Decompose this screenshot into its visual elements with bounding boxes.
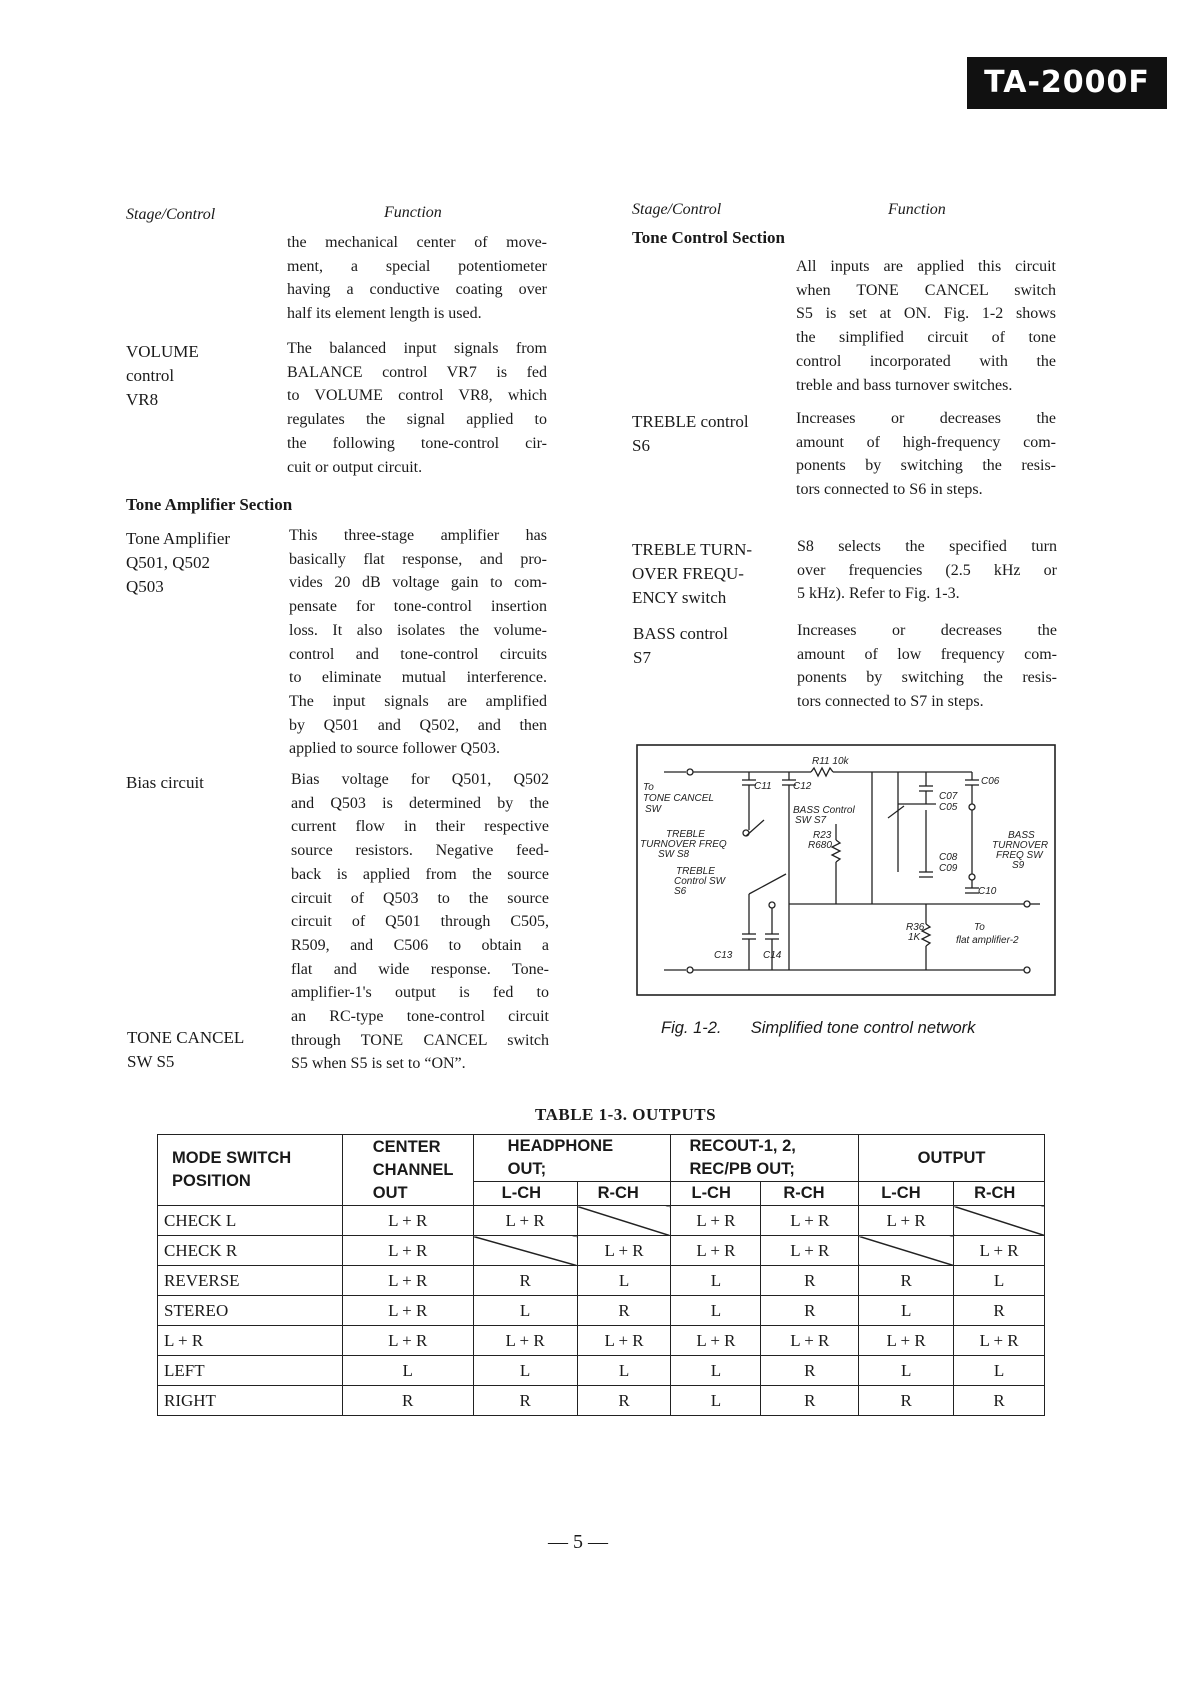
text-line: source resistors. Negative feed- [291,842,549,860]
cell-mode: STEREO [158,1296,343,1326]
label-c11: C11 [754,781,772,792]
text-line: vides 20 dB voltage gain to com- [289,574,547,592]
right-intro-paragraph [796,255,1056,397]
label-sw-s7: SW S7 [795,815,827,826]
cell-rec-l: L [671,1296,761,1326]
table-caption: TABLE 1-3. OUTPUTS [535,1105,717,1124]
header-mode-switch [158,1135,343,1206]
text-line: S5 when S5 is set to “ON”. [291,1055,466,1073]
page-number: — 5 — [548,1531,608,1553]
cell-rec-r: L + R [761,1206,859,1236]
text-line: flat and wide response. Tone- [291,960,549,978]
text-line: BALANCE control VR7 is fed [287,363,547,381]
label-c08: C08 [939,852,958,863]
volume-label [126,340,199,412]
text-line: R509, and C506 to obtain a [291,936,549,954]
cell-hp-l: L [473,1356,577,1386]
header-line: MODE SWITCH [172,1149,292,1167]
text-line: Bias voltage for Q501, Q502 [291,771,549,788]
cell-rec-l: L + R [671,1326,761,1356]
cell-mode: RIGHT [158,1386,343,1416]
cell-out-r: L + R [954,1236,1045,1266]
label-sw: SW [645,804,662,815]
label-1k: 1K [908,932,921,943]
cell-mode: REVERSE [158,1266,343,1296]
text-line: the mechanical center of move- [287,234,547,251]
text-line: S5 is set at ON. Fig. 1-2 shows [796,305,1056,323]
tone-amp-section-title: Tone Amplifier Section [126,495,293,514]
header-line: HEADPHONE [507,1137,614,1155]
text-line: pensate for tone-control insertion [289,598,547,616]
label-to: To [643,782,654,793]
cell-mode: CHECK R [158,1236,343,1266]
cell-rec-r: L + R [761,1326,859,1356]
cell-hp-l: R [473,1386,577,1416]
tone-control-section-title: Tone Control Section [632,228,786,247]
text-line: basically flat response, and pro- [289,550,547,568]
label-r11: R11 10k [812,756,849,767]
text-line: circuit of Q503 to the source [291,889,549,907]
text-line: tors connected to S7 in steps. [797,693,984,711]
label-line: TREBLE control [632,412,749,431]
cell-out-l: R [859,1386,954,1416]
text-line: circuit of Q501 through C505, [291,913,549,931]
label-control-sw: Control SW [674,876,726,887]
cell-rec-r: R [761,1296,859,1326]
figure-caption-number: Fig. 1-2. [661,1019,722,1037]
text-line: through TONE CANCEL switch [291,1031,549,1049]
label-line: Tone Amplifier [126,529,231,548]
cell-hp-r: L [577,1356,671,1386]
label-c14: C14 [763,950,782,961]
cell-out-r: R [954,1386,1045,1416]
label-r23: R23 [813,830,832,841]
text-line: back is applied from the source [291,865,549,883]
table-row [158,1266,1045,1296]
tone-control-schematic [636,744,1056,996]
text-line: ponents by switching the resis- [796,457,1056,475]
label-r36: R36 [906,922,925,933]
outputs-table [157,1134,1045,1416]
label-bass-control: BASS Control [793,805,855,816]
text-line: 5 kHz). Refer to Fig. 1-3. [797,585,960,603]
cell-rec-r: L + R [761,1236,859,1266]
cell-hp-r: R [577,1296,671,1326]
label-freq-sw: FREQ SW [996,850,1043,861]
header-line: CHANNEL [372,1160,454,1179]
text-line: amount of low frequency com- [797,645,1057,663]
cell-hp-r-none [577,1206,671,1236]
tone-cancel-label [127,1026,244,1074]
text-line: to eliminate mutual interference. [289,669,547,687]
header-out-rch: R-CH [954,1182,1045,1206]
text-line: ment, a special potentiometer [287,257,547,275]
header-line: POSITION [172,1172,251,1190]
text-line: cuit or output circuit. [287,458,423,476]
table-row [158,1296,1045,1326]
label-to-2: To [974,922,985,933]
cell-center: L + R [342,1206,473,1236]
label-line: OVER FREQU- [632,564,744,583]
text-line: S8 selects the specified turn [797,538,1057,555]
label-line: VR8 [126,390,159,409]
header-hp-rch: R-CH [577,1182,671,1206]
cell-hp-l: L + R [473,1206,577,1236]
table-header-row [158,1135,1045,1182]
text-line: an RC-type tone-control circuit [291,1008,549,1026]
text-line: by Q501 and Q502, and then [289,716,547,734]
cell-rec-r: R [761,1356,859,1386]
label-sw-s8: SW S8 [658,849,690,860]
table-row [158,1206,1045,1236]
cell-rec-l: L [671,1386,761,1416]
label-c13: C13 [714,950,733,961]
header-line: CENTER [372,1137,441,1156]
cell-rec-r: R [761,1386,859,1416]
treble-turnover-paragraph [797,535,1057,606]
cell-rec-l: L [671,1356,761,1386]
cell-out-l-none [859,1236,954,1266]
cell-out-l: L + R [859,1326,954,1356]
text-line: Increases or decreases the [796,410,1056,427]
cell-out-l: R [859,1266,954,1296]
bass-paragraph [797,619,1057,714]
text-line: Increases or decreases the [797,622,1057,639]
cell-hp-l: L [473,1296,577,1326]
label-c07: C07 [939,791,958,802]
cell-out-l: L + R [859,1206,954,1236]
cell-rec-r: R [761,1266,859,1296]
text-line: current flow in their respective [291,818,549,836]
text-line: regulates the signal applied to [287,411,547,429]
text-line: amount of high-frequency com- [796,433,1056,451]
label-line: SW S5 [127,1052,175,1071]
figure-caption-text: Simplified tone control network [750,1019,976,1037]
cell-hp-r: L [577,1266,671,1296]
header-line: OUT; [507,1160,547,1178]
cell-center: L [342,1356,473,1386]
text-line: ponents by switching the resis- [797,669,1057,687]
text-line: having a conductive coating over [287,281,547,299]
label-c12: C12 [793,781,812,792]
cell-hp-r: R [577,1386,671,1416]
right-header-function: Function [888,201,946,218]
text-line: control and tone-control circuits [289,645,547,663]
label-line: ENCY switch [632,588,727,607]
left-intro-paragraph [287,231,547,326]
label-r680: R680 [808,840,832,851]
treble-turnover-label [632,538,752,610]
text-line: half its element length is used. [287,305,482,323]
label-line: control [126,366,175,385]
treble-paragraph [796,407,1056,502]
cell-rec-l: L + R [671,1206,761,1236]
label-bass: BASS [1008,830,1035,841]
label-line: S6 [632,436,650,455]
label-line: TONE CANCEL [127,1028,245,1047]
cell-mode: LEFT [158,1356,343,1386]
header-line: RECOUT-1, 2, [689,1137,796,1155]
text-line: This three-stage amplifier has [289,527,547,544]
cell-out-l: L [859,1356,954,1386]
table-row [158,1236,1045,1266]
text-line: applied to source follower Q503. [289,740,501,758]
header-output: OUTPUT [859,1135,1045,1182]
right-header-stage: Stage/Control [632,201,722,218]
volume-paragraph [287,337,547,479]
text-line: the following tone-control cir- [287,434,547,452]
cell-out-r: L + R [954,1326,1045,1356]
cell-center: R [342,1386,473,1416]
text-line: All inputs are applied this circuit [796,258,1056,275]
label-line: S7 [633,648,651,667]
cell-out-r: L [954,1356,1045,1386]
text-line: treble and bass turnover switches. [796,376,1013,394]
label-line: Q503 [126,577,164,596]
table-row [158,1386,1045,1416]
cell-hp-l-none [473,1236,577,1266]
header-line: OUT [372,1183,408,1202]
label-c09: C09 [939,863,958,874]
text-line: and Q503 is determined by the [291,794,549,812]
label-flat-amp: flat amplifier-2 [956,935,1019,946]
text-line: amplifier-1's output is fed to [291,984,549,1002]
cell-rec-l: L + R [671,1236,761,1266]
cell-center: L + R [342,1266,473,1296]
cell-hp-r: L + R [577,1236,671,1266]
figure-caption [661,1019,975,1038]
text-line: when TONE CANCEL switch [796,281,1056,299]
label-c06: C06 [981,776,1000,787]
cell-hp-r: L + R [577,1326,671,1356]
table-row [158,1326,1045,1356]
left-header-stage: Stage/Control [126,206,216,223]
treble-label [632,410,749,458]
label-line: VOLUME [126,342,199,361]
cell-hp-l: R [473,1266,577,1296]
cell-mode: CHECK L [158,1206,343,1236]
label-treble-control: TREBLE [676,866,715,877]
text-line: loss. It also isolates the volume- [289,621,547,639]
table-row [158,1356,1045,1386]
text-line: over frequencies (2.5 kHz or [797,561,1057,579]
bass-label [633,622,728,670]
text-line: to VOLUME control VR8, which [287,387,547,405]
label-treble: TREBLE [666,829,705,840]
header-line: REC/PB OUT; [689,1160,795,1178]
tone-amp-label [126,527,230,599]
label-tone-cancel: TONE CANCEL [643,793,714,804]
label-c10: C10 [978,886,997,897]
cell-out-r: R [954,1296,1045,1326]
header-rec-rch: R-CH [761,1182,859,1206]
label-line: TREBLE TURN- [632,540,753,559]
cell-hp-l: L + R [473,1326,577,1356]
cell-out-r-none [954,1206,1045,1236]
text-line: control incorporated with the [796,352,1056,370]
header-center-channel [342,1135,473,1206]
tone-amp-paragraph [289,524,547,761]
text-line: The balanced input signals from [287,340,547,357]
label-turnover-freq: TURNOVER FREQ [640,839,727,850]
cell-center: L + R [342,1326,473,1356]
cell-rec-l: L [671,1266,761,1296]
bias-paragraph [291,768,549,1076]
text-line: tors connected to S6 in steps. [796,481,983,499]
text-line: the simplified circuit of tone [796,329,1056,347]
cell-center: L + R [342,1296,473,1326]
label-s9: S9 [1012,860,1025,871]
model-badge: TA-2000F [967,57,1167,109]
label-line: BASS control [633,624,728,643]
label-line: Q501, Q502 [126,553,211,572]
header-recout [671,1135,859,1182]
text-line: The input signals are amplified [289,692,547,710]
header-hp-lch: L-CH [473,1182,577,1206]
header-out-lch: L-CH [859,1182,954,1206]
cell-mode: L + R [158,1326,343,1356]
cell-center: L + R [342,1236,473,1266]
header-headphone [473,1135,671,1182]
header-rec-lch: L-CH [671,1182,761,1206]
label-bass-turnover: TURNOVER [992,840,1049,851]
label-c05: C05 [939,802,958,813]
left-header-function: Function [384,204,442,221]
label-s6: S6 [674,886,687,897]
cell-out-r: L [954,1266,1045,1296]
cell-out-l: L [859,1296,954,1326]
bias-label: Bias circuit [126,773,204,792]
